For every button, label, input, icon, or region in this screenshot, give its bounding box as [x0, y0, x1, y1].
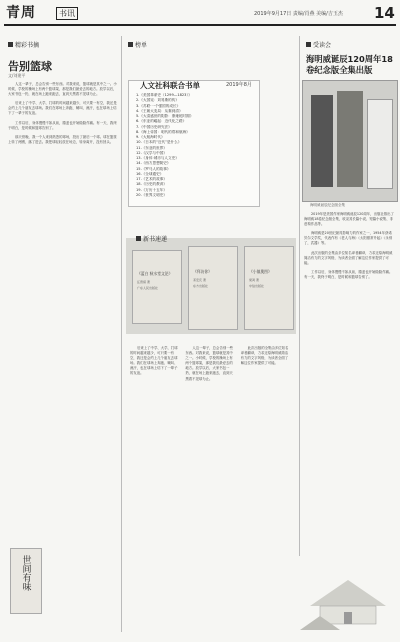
square-icon — [8, 42, 13, 47]
list-item: 9.《大航海时代》 — [136, 135, 165, 139]
list-item: 10.《日本的“近代”是什么》 — [136, 140, 182, 145]
section-tag: 榜单 — [128, 40, 147, 49]
list-item: 1.《美国革命史（1299—1823）》 — [136, 93, 192, 97]
book-cover — [132, 250, 182, 324]
section-tag: 精彩书摘 — [8, 40, 39, 49]
list-item: 20.《世界文明史》 — [136, 192, 167, 197]
page-number: 14 — [374, 4, 395, 22]
paragraph: 工作以后，身体慢慢不如从前，膝盖也开始隐隐作痛。有一天，我终于明白，是时候和篮球告别了。 — [304, 269, 393, 279]
square-icon — [128, 42, 133, 47]
list-item: 4.《王朝大变局：从秦到清》 — [136, 108, 183, 113]
paragraph: 工作以后，身体慢慢不如从前，膝盖也开始隐隐作痛。有一天，我终于明白，是时候和篮球告别了。 — [8, 120, 117, 130]
book-title: 《小镇奥图》 — [249, 269, 272, 274]
section-tag: 受读会 — [306, 40, 331, 49]
article-title: 告别篮球 — [8, 60, 52, 73]
article-body — [8, 82, 118, 542]
section-tag: 新书速递 — [136, 234, 167, 243]
paragraph: 后来上了中学、大学，打球的时间越来越少，可只要一有空，我还是会约上几个朋友去球场。我们在球场上奔跑、喊叫、流汗，也在球场上结下了一辈子的友谊。 — [130, 346, 178, 376]
paragraph: 那天傍晚，我一个人来到熟悉的球场，投出了最后一个球。球在篮筐上转了两圈，落了进去。我把球轻轻放在场边，转身离开，没有回头。 — [8, 134, 117, 144]
list-item: 8.《海上帝国：明代的郑和航海》 — [136, 129, 190, 134]
newspaper-logo: 青周 — [6, 5, 36, 21]
temple-illustration — [300, 566, 396, 630]
column-divider — [121, 36, 122, 632]
masthead — [4, 2, 396, 26]
book-publisher: 东方出版社 — [193, 284, 209, 288]
paragraph: 人这一辈子，总会告别一些东西。对我来说，篮球就是其中之一。小时候，学校的操场上有两个篮球架，那是我们最爱去的地方。放学以后，大家书包一扔，就在场上跑来跑去，直到天黑看不见球为止。 — [185, 346, 234, 381]
book-publisher: 广东人民出版社 — [137, 286, 159, 290]
book-list-title: 人文社科联合书单 — [140, 81, 200, 90]
list-item: 17.《艺术的故事》 — [136, 177, 167, 181]
list-item: 6.《东亚的崛起：近代化之路》 — [136, 119, 187, 124]
book-author: 邓安庆 著 — [193, 278, 206, 282]
list-item: 11.《东亚的世界》 — [136, 145, 167, 150]
list-item: 13.《身体·城市与人文史》 — [136, 156, 179, 160]
square-icon — [306, 42, 311, 47]
book-title: 《蓝白 秋水堂文论》 — [137, 271, 173, 276]
list-item: 16.《全球通史》 — [136, 171, 164, 176]
list-item: 18.《历史的教训》 — [136, 182, 167, 187]
book-author: 汪曾祺 著 — [137, 280, 150, 284]
photo-caption: 海明威诞辰纪念版全集 — [310, 203, 345, 207]
book-spine — [367, 99, 393, 189]
book-list-date: 2019年8月 — [226, 82, 252, 88]
book-author: 梁鸿 著 — [249, 278, 259, 282]
section-label: 书讯 — [56, 7, 78, 20]
list-item: 3.《苏联·一个强国的成长》 — [136, 103, 181, 108]
list-item: 14.《西方思想简史》 — [136, 161, 171, 166]
article-author: 文/刘建平 — [8, 73, 26, 78]
list-item: 19.《万历十五年》 — [136, 187, 167, 192]
article-body — [304, 212, 394, 562]
book-spine — [311, 95, 333, 187]
paragraph: 人这一辈子，总会告别一些东西。对我来说，篮球就是其中之一。小时候，学校的操场上有两个篮球架，那是我们最爱去的地方。放学以后，大家书包一扔，就在场上跑来跑去，直到天黑看不见球为止。 — [8, 82, 117, 97]
paragraph: 此次出版的全集由多位知名译者翻译，力求还原海明威简洁有力的文字风格，为读者全面了解这位作家提供了可能。 — [240, 346, 289, 366]
paragraph: 此次出版的全集由多位知名译者翻译，力求还原海明威简洁有力的文字风格，为读者全面了解这位作家提供了可能。 — [304, 250, 393, 265]
list-item: 7.《中国历史研究法》 — [136, 124, 172, 129]
paragraph: 后来上了中学、大学，打球的时间越来越少，可只要一有空，我还是会约上几个朋友去球场。我们在球场上奔跑、喊叫、流汗，也在球场上结下了一辈子的友谊。 — [8, 101, 117, 116]
list-item: 2.《大国宪：刘易斯的传》 — [136, 98, 179, 103]
book-list — [136, 93, 256, 198]
book-cover — [244, 246, 294, 330]
paragraph: 海明威是20世纪最具影响力的作家之一，1954年获诺贝尔文学奖，代表作有《老人与海》《太阳照常升起》《永别了，武器》等。 — [304, 231, 393, 246]
square-icon — [136, 236, 141, 241]
article-title: 海明威诞辰120周年18卷纪念版全集出版 — [306, 54, 393, 75]
date-line: 2019年9月17日 责编/肖燕 美编/吉玉杰 — [254, 11, 343, 17]
review-text — [130, 346, 290, 630]
list-item: 15.《罗马人的故事》 — [136, 166, 171, 171]
book-cover — [188, 246, 238, 330]
book-cover-image — [10, 548, 42, 614]
book-publisher: 中信出版社 — [249, 284, 265, 288]
list-item: 5.《大清盛世的阴影：康雍乾时期》 — [136, 114, 194, 118]
book-spine — [337, 91, 363, 187]
book-title: 《拜访你》 — [193, 269, 212, 274]
list-item: 12.《汉学与中国》 — [136, 150, 167, 155]
book-cover-title: 世间有味 — [20, 555, 31, 591]
book-set-photo — [302, 80, 398, 202]
column-divider — [299, 36, 300, 556]
paragraph: 2019年是美国作家海明威诞辰120周年，出版社推出了海明威18卷纪念版全集，收录其长篇小说、短篇小说集、非虚构作品等。 — [304, 212, 394, 227]
